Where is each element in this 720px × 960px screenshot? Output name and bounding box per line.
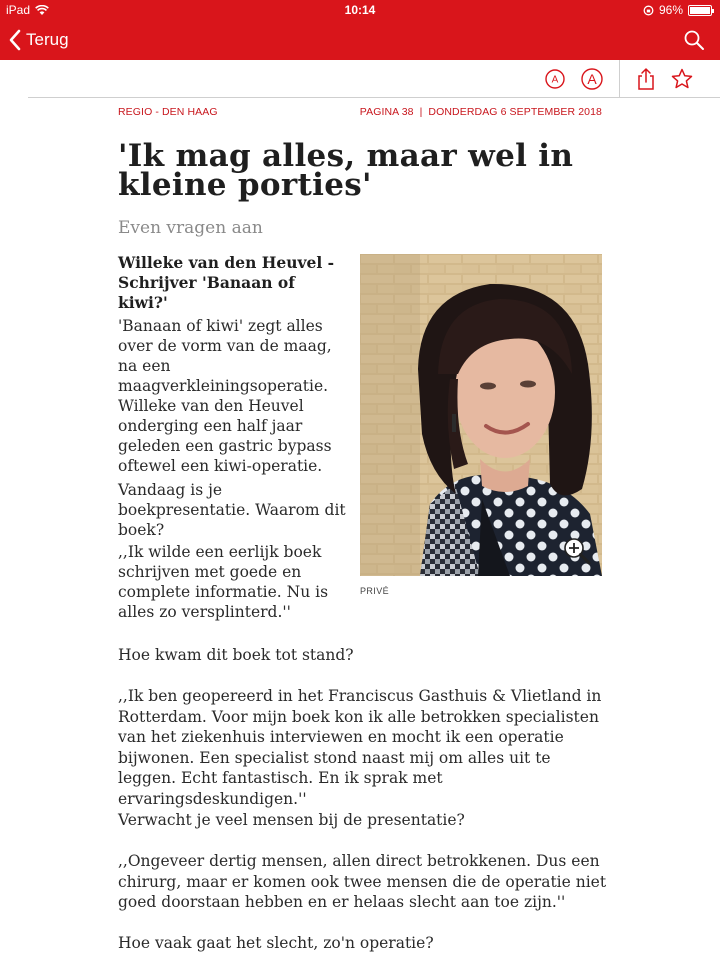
- article-headline: 'Ik mag alles, maar wel in kleine porties': [118, 138, 574, 203]
- status-bar: [0, 0, 720, 20]
- star-icon[interactable]: [670, 67, 694, 91]
- body-paragraph: ,,Ik wilde een eerlijk boek schrijven met goede en complete informatie. Nu is alles zo versplinterd.'': [118, 543, 329, 621]
- device-label: iPad: [6, 3, 31, 17]
- article-lead: Willeke van den Heuvel - Schrijver 'Banaan of kiwi?': [118, 253, 335, 312]
- page-number: PAGINA 38: [359, 106, 414, 118]
- svg-text:A: A: [551, 74, 559, 86]
- publish-date: DONDERDAG 6 SEPTEMBER 2018: [428, 106, 602, 118]
- battery-percent: 96%: [658, 3, 683, 17]
- body-question: Verwacht je veel mensen bij de presentatie?: [118, 811, 465, 829]
- share-icon[interactable]: [634, 67, 658, 91]
- body-paragraph: ,,Ongeveer dertig mensen, allen direct betrokkenen. Dus een chirurg, maar er komen ook twee mensen die de operatie niet goed doorstaan hebben en er helaas slecht aan toe zijn.'': [118, 852, 607, 911]
- font-size-large-icon[interactable]: [580, 67, 604, 91]
- section-label: REGIO - DEN HAAG: [118, 106, 218, 118]
- photo-caption: PRIVÉ: [360, 586, 390, 596]
- battery-icon: [688, 5, 712, 16]
- body-question: Vandaag is je boekpresentatie. Waarom dit boek?: [118, 481, 346, 539]
- search-icon[interactable]: [682, 28, 706, 52]
- article-toolbar: [28, 60, 720, 98]
- zoom-icon[interactable]: [562, 536, 592, 566]
- chevron-left-icon: [8, 29, 22, 51]
- body-question: Hoe vaak gaat het slecht, zo'n operatie?: [118, 934, 434, 952]
- page-date-line: PAGINA 38 | DONDERDAG 6 SEPTEMBER 2018: [359, 106, 602, 118]
- font-size-small-icon[interactable]: [543, 67, 567, 91]
- body-question: Hoe kwam dit boek tot stand?: [118, 646, 354, 664]
- article-photo[interactable]: [360, 254, 602, 576]
- body-paragraph: 'Banaan of kiwi' zegt alles over de vorm van de maag, na een maagverkleiningsoperatie. Willeke van den Heuvel onderging een half jaar geleden een gastric bypass oftewel een kiwi-operatie.: [118, 317, 332, 475]
- status-time: 10:14: [344, 3, 376, 17]
- svg-text:A: A: [587, 71, 597, 87]
- article-subhead: Even vragen aan: [118, 218, 263, 238]
- toolbar-divider: [619, 60, 620, 97]
- back-button[interactable]: [8, 26, 69, 54]
- nav-bar: [0, 20, 720, 60]
- rotation-lock-icon: [643, 5, 654, 16]
- back-label: Terug: [26, 30, 69, 49]
- body-paragraph: ,,Ik ben geopereerd in het Franciscus Gasthuis & Vlietland in Rotterdam. Voor mijn boek kon ik alle betrokken specialisten van het ziekenhuis interviewen en mocht ik een operatie bijwonen. Een specialist stond naast mij om alles uit te leggen. Echt fantastisch. En ik sprak met ervaringsdeskundigen.'': [118, 687, 602, 808]
- portrait-image: [360, 254, 602, 576]
